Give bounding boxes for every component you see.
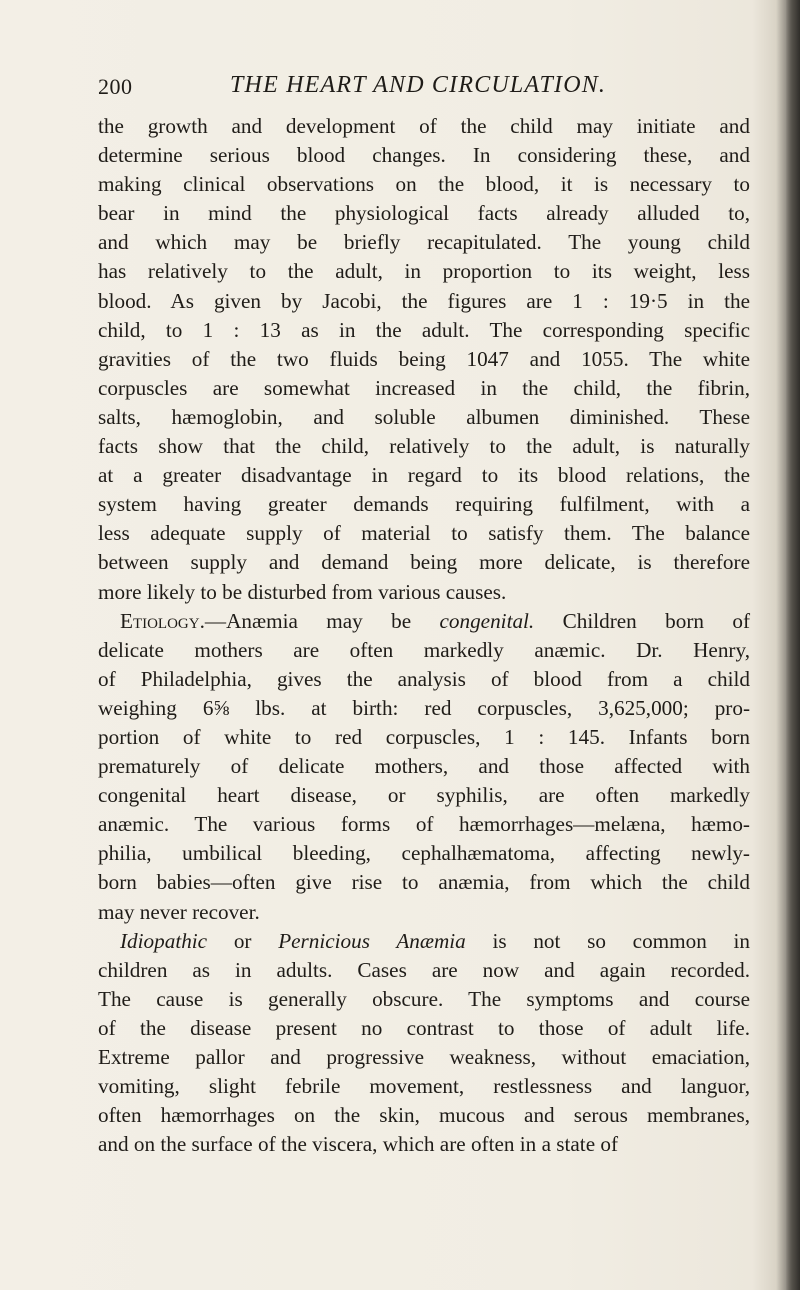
text-line: born babies—often give rise to anæmia, from which the child xyxy=(98,870,750,895)
text-line: of Philadelphia, gives the analysis of blood from a child xyxy=(98,666,750,691)
running-head xyxy=(98,72,758,106)
text-line: child, to 1 : 13 as in the adult. The corresponding specific xyxy=(98,317,750,342)
text-line: congenital heart disease, or syphilis, are often markedly xyxy=(98,783,750,808)
text-line: weighing 6⅝ lbs. at birth: red corpuscles, 3,625,000; pro- xyxy=(98,695,750,720)
text-line: blood. As given by Jacobi, the figures are 1 : 19·5 in the xyxy=(98,288,750,313)
text-line: facts show that the child, relatively to the adult, is naturally xyxy=(98,434,750,459)
etiology-text: Children born of xyxy=(562,608,751,633)
text-line: vomiting, slight febrile movement, restlessness and languor, xyxy=(98,1074,750,1099)
idiopathic-text: is not so common in xyxy=(492,928,751,953)
text-line: has relatively to the adult, in proportion to its weight, less xyxy=(98,259,750,284)
text-line: corpuscles are somewhat increased in the child, the fibrin, xyxy=(98,375,750,400)
text-line: bear in mind the physiological facts already alluded to, xyxy=(98,201,750,226)
text-line: portion of white to red corpuscles, 1 : 145. Infants born xyxy=(98,724,750,749)
text-line: determine serious blood changes. In considering these, and xyxy=(98,143,750,168)
text-line: of the disease present no contrast to those of adult life. xyxy=(98,1015,750,1040)
text-line: and which may be briefly recapitulated. The young child xyxy=(98,230,750,255)
text-line: salts, hæmoglobin, and soluble albumen diminished. These xyxy=(98,404,750,429)
text-line: between supply and demand being more delicate, is therefore xyxy=(98,550,750,575)
text-line: often hæmorrhages on the skin, mucous and serous membranes, xyxy=(98,1103,750,1128)
text-line: philia, umbilical bleeding, cephalhæmatoma, affecting newly- xyxy=(98,841,750,866)
text-line: making clinical observations on the blood, it is necessary to xyxy=(98,172,750,197)
body-text xyxy=(98,112,750,1159)
text-line: children as in adults. Cases are now and again recorded. xyxy=(98,957,750,982)
etiology-congenital-term: congenital. xyxy=(439,608,535,633)
page-edge-shadow xyxy=(786,0,800,1290)
text-line: prematurely of delicate mothers, and those affected with xyxy=(98,754,750,779)
pernicious-anaemia-term: Pernicious Anæmia xyxy=(278,928,466,953)
page-number: 200 xyxy=(98,74,133,99)
idiopathic-or: or xyxy=(233,928,252,953)
etiology-paragraph-start xyxy=(98,607,750,636)
text-line: may never recover. xyxy=(98,899,260,924)
text-line: less adequate supply of material to satisfy them. The balance xyxy=(98,521,750,546)
idiopathic-paragraph-start xyxy=(98,927,750,956)
text-line: The cause is generally obscure. The symptoms and course xyxy=(98,986,750,1011)
text-line: gravities of the two fluids being 1047 and 1055. The white xyxy=(98,346,750,371)
idiopathic-term: Idiopathic xyxy=(120,928,208,953)
text-line: at a greater disadvantage in regard to its blood relations, the xyxy=(98,463,750,488)
text-line: system having greater demands requiring fulfilment, with a xyxy=(98,492,750,517)
etiology-heading: Etiology. xyxy=(120,608,205,633)
text-line: the growth and development of the child may initiate and xyxy=(98,114,750,138)
text-line: anæmic. The various forms of hæmorrhages—melæna, hæmo- xyxy=(98,812,750,837)
etiology-text: —Anæmia may be xyxy=(204,608,412,633)
text-line: delicate mothers are often markedly anæmic. Dr. Henry, xyxy=(98,637,750,662)
text-line: more likely to be disturbed from various causes. xyxy=(98,579,507,604)
running-head-title: THE HEART AND CIRCULATION. xyxy=(230,72,607,98)
text-line: and on the surface of the viscera, which are often in a state of xyxy=(98,1132,619,1157)
text-line: Extreme pallor and progressive weakness, without emaciation, xyxy=(98,1045,750,1069)
